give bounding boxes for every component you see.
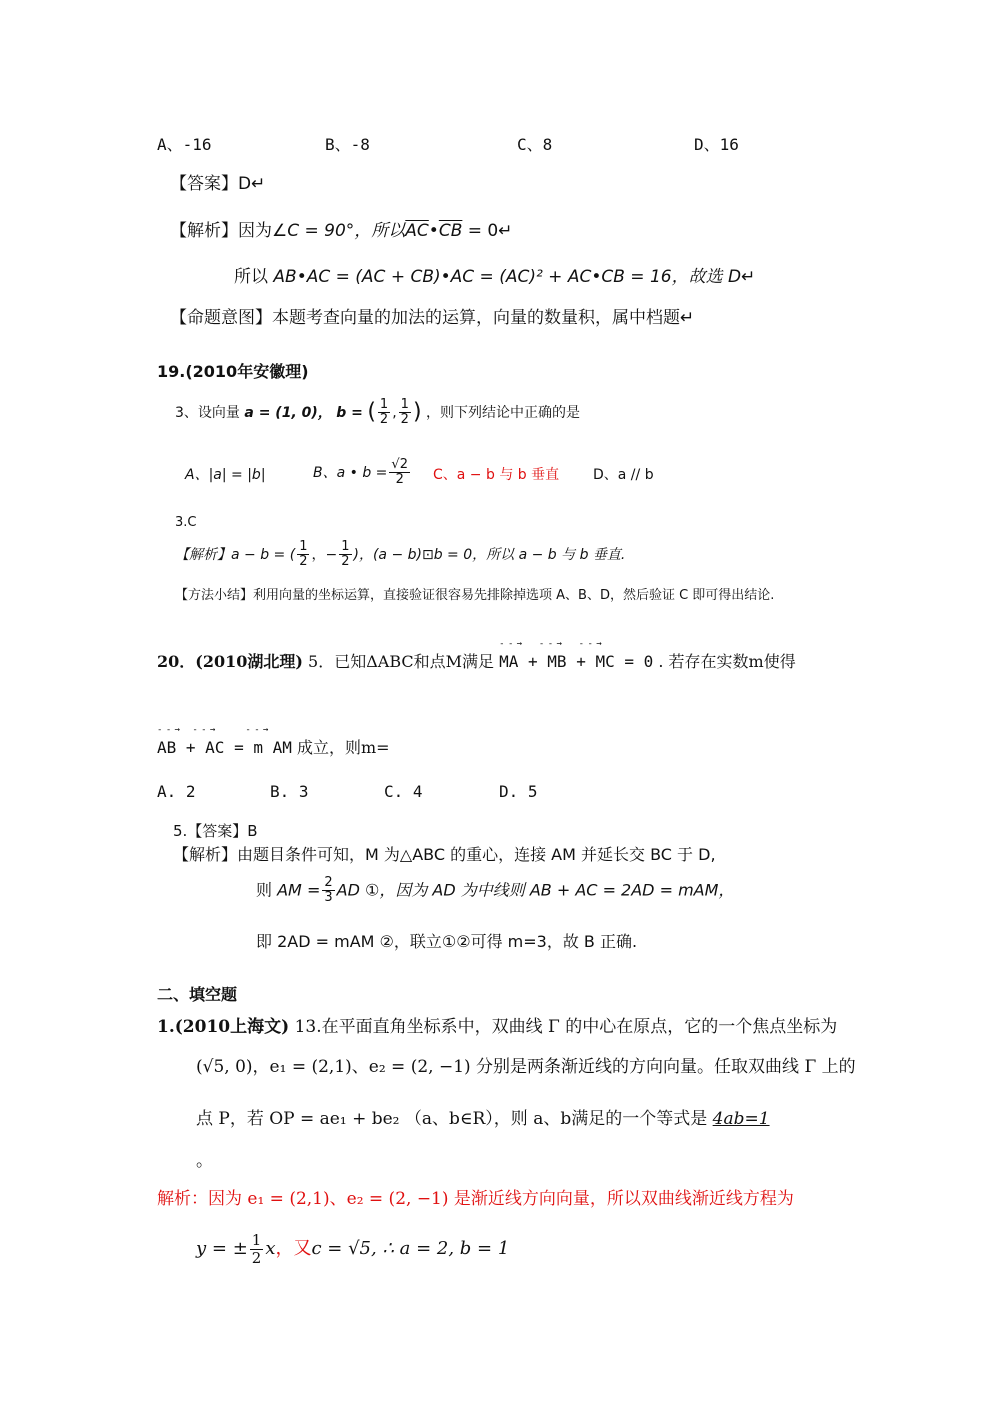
q18-analysis-end: = 0↵	[462, 221, 513, 241]
s2-q1-line4: 。	[196, 1151, 213, 1171]
q18-answer: 【答案】D↵	[170, 174, 266, 194]
q19-header: 19.(2010年安徽理)	[157, 362, 309, 381]
s2-solution-num: 1	[251, 1231, 262, 1249]
q18-option-c: C、8	[517, 135, 553, 154]
q19-frac-2-num: 1	[400, 397, 409, 412]
s2-q1-header: 1.(2010上海文)	[157, 1017, 290, 1037]
q18-intent: 【命题意图】本题考查向量的加法的运算，向量的数量积，属中档题↵	[170, 308, 695, 328]
q19-analysis-frac-1-num: 1	[299, 539, 308, 554]
q20-analysis-3: 即 2AD = mAM ②，联立①②可得 m=3，故 B 正确.	[256, 932, 638, 951]
q20-stem-vec-arrows: - - → - - → - - →	[499, 639, 601, 649]
s2-solution-x: x	[265, 1238, 276, 1259]
q18-dot: •	[428, 221, 439, 241]
q20-analysis-1: 【解析】由题目条件可知，M 为△ABC 的重心，连接 AM 并延长交 BC 于 D,	[173, 845, 716, 864]
q19-option-b-den: 2	[395, 472, 404, 488]
q19-options-row	[185, 458, 685, 498]
q20-option-b: B. 3	[270, 782, 309, 801]
q20-stem: 5．已知ΔABC和点M满足	[308, 652, 495, 671]
q20-analysis-2	[256, 876, 734, 906]
q18-analysis-line2	[234, 266, 755, 288]
q20-stem-vec	[499, 639, 654, 671]
q19-paren-close: )	[412, 399, 422, 425]
q20-line2-text: AB + AC = m AM	[157, 738, 292, 757]
q19-option-d: D、a // b	[593, 467, 654, 483]
q19-option-b-frac	[389, 458, 410, 488]
q19-stem-b: b =	[336, 404, 363, 421]
q18-line2-prefix: 所以	[234, 267, 268, 287]
q19-analysis-frac-1	[297, 540, 309, 570]
q20-line2-vec	[157, 725, 292, 757]
q20-analysis-2-den: 3	[324, 890, 333, 906]
q19-analysis-frac-2	[339, 540, 351, 570]
q20-analysis-2-end: AD ①，因为 AD 为中线则 AB + AC = 2AD = mAM，	[336, 880, 735, 900]
q20-line2-end: 成立，则m=	[296, 738, 390, 757]
q20-option-c: C. 4	[384, 782, 423, 801]
q20-stem-vec-text: MA + MB + MC = 0	[499, 652, 654, 671]
q19-analysis-mid: ，−	[311, 546, 338, 563]
q19-analysis-frac-2-num: 1	[341, 539, 350, 554]
q19-option-a: A、|a| = |b|	[185, 467, 266, 483]
q19-analysis-frac-2-den: 2	[341, 554, 350, 570]
q20-analysis-2-expr: AM =	[277, 880, 321, 900]
q20-stem-line	[157, 639, 796, 673]
q19-answer: 3.C	[175, 515, 197, 530]
q19-frac-1-den: 2	[379, 412, 389, 428]
q19-frac-2	[399, 398, 411, 428]
q18-analysis	[170, 220, 513, 242]
q18-option-b: B、-8	[325, 135, 370, 154]
q20-line2-vec-arrows: - - → - - → - - →	[157, 725, 268, 735]
q19-analysis-end: )，(a − b)⊡b = 0，所以 a − b 与 b 垂直.	[353, 546, 626, 563]
q19-paren-open: (	[367, 399, 376, 425]
s2-solution-line2	[196, 1232, 509, 1266]
q19-option-c: C、a − b 与 b 垂直	[433, 467, 560, 483]
q19-stem-end: ，则下列结论中正确的是	[425, 404, 580, 421]
q20-line2	[157, 725, 390, 759]
q18-vec-ac: $\overline{AC}$	[405, 221, 429, 241]
q19-stem-a: a = (1, 0)，	[244, 404, 332, 421]
q18-analysis-prefix: 【解析】因为	[170, 221, 272, 241]
q19-frac-1-num: 1	[379, 397, 389, 412]
q20-option-d: D. 5	[499, 782, 538, 801]
q18-analysis-angle: ∠C = 90°，所以	[272, 221, 406, 241]
q19-analysis	[175, 540, 625, 570]
q20-stem-end: . 若存在实数m使得	[658, 652, 796, 671]
q19-option-b-num: √2	[391, 457, 408, 472]
s2-solution-den: 2	[251, 1248, 262, 1267]
q20-answer: 5.【答案】B	[173, 822, 258, 840]
q19-stem: 3、设向量 a = (1, 0)， b = ( $\frac{1}{2}$ , $\frac{1}{2}$ ) ，则下列结论中正确的是	[175, 397, 580, 428]
s2-solution-frac	[250, 1232, 264, 1266]
q18-vec-cb: $\overline{CB}$	[438, 221, 463, 241]
q19-frac-2-den: 2	[400, 412, 409, 428]
q20-analysis-2-num: 2	[324, 875, 333, 890]
q18-line2-expr: AB•AC = (AC + CB)•AC = (AC)² + AC•CB = 16，故选 D↵	[273, 267, 756, 287]
q20-header: 20．(2010湖北理)	[157, 652, 303, 671]
s2-q1-stem	[157, 1016, 837, 1038]
s2-solution-prefix: y = ±	[196, 1238, 248, 1259]
q20-option-a: A. 2	[157, 782, 196, 801]
s2-q1-blank-answer: 4ab=1	[712, 1109, 770, 1129]
q19-analysis-prefix: 【解析】a − b = (	[175, 546, 296, 563]
q20-analysis-2-frac	[322, 876, 334, 906]
q19-option-b-prefix: B、a • b =	[313, 464, 388, 481]
s2-q1-line2: (√5, 0)，e₁ = (2,1)、e₂ = (2, −1) 分别是两条渐近线的方向向量。任取双曲线 Γ 上的	[196, 1057, 856, 1077]
s2-solution-red: ，又	[275, 1238, 312, 1259]
q19-frac-1	[378, 398, 390, 428]
q18-option-d: D、16	[694, 135, 739, 154]
section2-title: 二、填空题	[157, 985, 238, 1004]
q19-option-b	[313, 458, 412, 488]
s2-q1-line3	[196, 1108, 770, 1130]
s2-q1-line3-prefix: 点 P，若 OP = ae₁ + be₂ （a、b∈R），则 a、b满足的一个等式是	[196, 1109, 708, 1129]
q19-stem-prefix: 3、设向量	[175, 404, 240, 421]
s2-solution-end: c = √5, ∴ a = 2, b = 1	[311, 1238, 510, 1259]
q18-option-a: A、-16	[157, 135, 212, 154]
q20-analysis-2-prefix: 则	[256, 880, 273, 900]
q19-analysis-frac-1-den: 2	[299, 554, 308, 570]
q19-method: 【方法小结】利用向量的坐标运算，直接验证很容易先排除掉选项 A、B、D，然后验证 C 即可得出结论.	[175, 588, 775, 603]
s2-solution-line1: 解析：因为 e₁ = (2,1)、e₂ = (2, −1) 是渐近线方向向量，所以双曲线渐近线方程为	[157, 1189, 794, 1209]
s2-q1-stem-text: 13.在平面直角坐标系中，双曲线 Γ 的中心在原点，它的一个焦点坐标为	[294, 1017, 838, 1037]
